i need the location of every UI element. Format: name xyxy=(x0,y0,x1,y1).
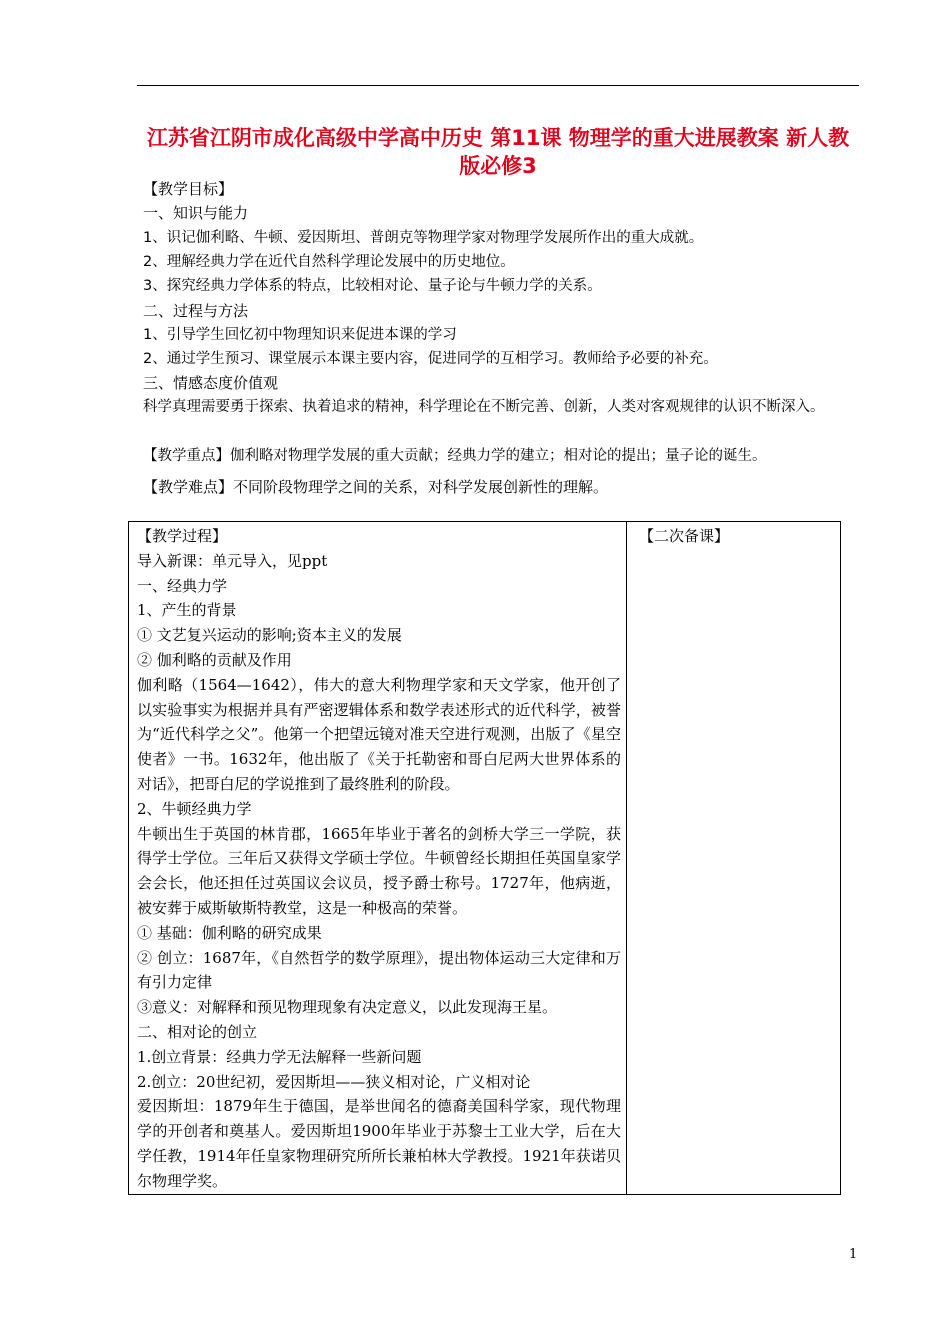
galileo-paragraph: 伽利略（1564—1642），伟大的意大利物理学家和天文学家，他开创了以实验事实为根据并具有严密逻辑体系和数学表述形式的近代科学，被誉为“近代科学之父”。他第一个把望远镜对准天空进行观测，出版了《星空使者》一书。1632年，他出版了《关于托勒密和哥白尼两大世界体系的对话》，把哥白尼的学说推到了最终胜利的阶段。 xyxy=(137,675,621,793)
lesson-table xyxy=(128,521,841,1195)
section-process: 二、过程与方法 xyxy=(143,302,249,320)
process-item: 1、引导学生回忆初中物理知识来促进本课的学习 xyxy=(143,327,457,343)
teaching-process-cell xyxy=(137,524,621,1194)
subsection-background: 1、产生的背景 xyxy=(137,601,237,620)
list-item: ② 创立：1687年，《自然哲学的数学原理》，提出物体运动三大定律和万有引力定律 xyxy=(137,948,621,992)
list-item: 1.创立背景：经典力学无法解释一些新问题 xyxy=(137,1047,422,1066)
einstein-paragraph: 爱因斯坦：1879年生于德国，是举世闻名的德裔美国科学家，现代物理学的开创者和奠基人。爱因斯坦1900年毕业于苏黎士工业大学，后在大学任教，1914年任皇家物理研究所所长兼柏林大学教授。1921年获诺贝尔物理学奖。 xyxy=(137,1097,621,1190)
newton-paragraph: 牛顿出生于英国的林肯郡，1665年毕业于著名的剑桥大学三一学院，获得学士学位。三年后又获得文学硕士学位。牛顿曾经长期担任英国皇家学会会长，他还担任过英国议会议员，授予爵士称号。1727年，他病逝，被安葬于威斯敏斯特教堂，这是一种极高的荣誉。 xyxy=(137,824,621,917)
page-number: 1 xyxy=(849,1247,858,1262)
section-values: 三、情感态度价值观 xyxy=(143,374,279,392)
section-knowledge: 一、知识与能力 xyxy=(143,204,249,222)
values-text: 科学真理需要勇于探索、执着追求的精神，科学理论在不断完善、创新，人类对客观规律的认识不断深入。 xyxy=(143,399,825,415)
section-relativity: 二、相对论的创立 xyxy=(137,1022,258,1041)
objective-item: 3、探究经典力学体系的特点，比较相对论、量子论与牛顿力学的关系。 xyxy=(143,278,602,294)
objective-item: 1、识记伽利略、牛顿、爱因斯坦、普朗克等物理学家对物理学发展所作出的重大成就。 xyxy=(143,230,704,246)
objective-item: 2、理解经典力学在近代自然科学理论发展中的历史地位。 xyxy=(143,254,515,270)
list-item: ③意义：对解释和预见物理现象有决定意义，以此发现海王星。 xyxy=(137,998,558,1017)
difficult-points: 【教学难点】不同阶段物理学之间的关系，对科学发展创新性的理解。 xyxy=(143,478,609,496)
objectives-heading: 【教学目标】 xyxy=(143,180,234,198)
process-item: 2、通过学生预习、课堂展示本课主要内容，促进同学的互相学习。教师给予必要的补充。 xyxy=(143,351,718,367)
process-heading: 【教学过程】 xyxy=(137,527,228,545)
column-divider xyxy=(626,522,627,1194)
intro-line: 导入新课：单元导入，见ppt xyxy=(137,551,328,570)
list-item: 2.创立：20世纪初，爱因斯坦——狭义相对论，广义相对论 xyxy=(137,1072,531,1091)
header-rule xyxy=(137,85,859,86)
second-preparation-heading: 【二次备课】 xyxy=(639,527,730,545)
list-item: ① 基础：伽利略的研究成果 xyxy=(137,923,322,942)
document-title: 江苏省江阴市成化高级中学高中历史 第11课 物理学的重大进展教案 新人教版必修3 xyxy=(146,126,850,178)
list-item: ② 伽利略的贡献及作用 xyxy=(137,650,292,669)
section-classical-mechanics: 一、经典力学 xyxy=(137,576,228,595)
list-item: ① 文艺复兴运动的影响;资本主义的发展 xyxy=(137,626,402,645)
subsection-newton: 2、牛顿经典力学 xyxy=(137,799,252,818)
key-points: 【教学重点】伽利略对物理学发展的重大贡献；经典力学的建立；相对论的提出；量子论的诞生。 xyxy=(143,448,767,464)
